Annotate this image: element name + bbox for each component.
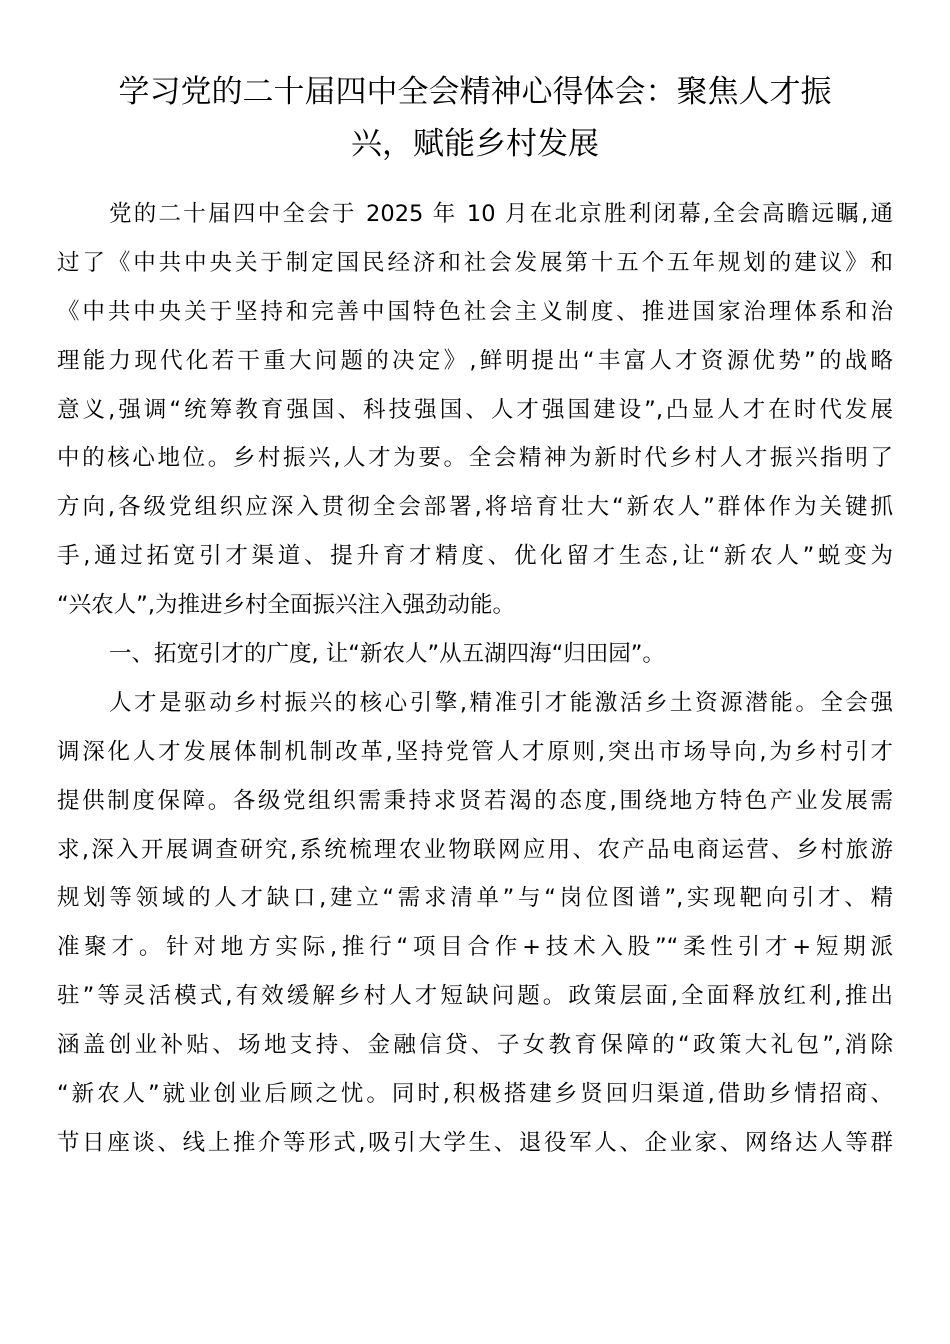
- paragraph-line: “兴农人”,为推进乡村全面振兴注入强劲动能。: [57, 592, 515, 619]
- paragraph-line: 手,通过拓宽引才渠道、提升育才精度、优化留才生态,让“新农人”蜕变为: [57, 543, 893, 570]
- paragraph-line: 人才是驱动乡村振兴的核心引擎,精准引才能激活乡土资源潜能。全会强: [109, 689, 893, 716]
- document-body: [57, 190, 893, 1168]
- title-line-1: 学习党的二十届四中全会精神心得体会：聚焦人才振: [118, 74, 832, 110]
- paragraph-line: 过了《中共中央关于制定国民经济和社会发展第十五个五年规划的建议》和: [57, 249, 893, 276]
- paragraph-line: 提供制度保障。各级党组织需秉持求贤若渴的态度,围绕地方特色产业发展需: [57, 787, 893, 814]
- paragraph-line: 准聚才。针对地方实际,推行“项目合作+技术入股”“柔性引才+短期派: [57, 934, 893, 961]
- paragraph-line: 方向,各级党组织应深入贯彻全会部署,将培育壮大“新农人”群体作为关键抓: [57, 494, 893, 521]
- paragraph-line: 调深化人才发展体制机制改革,坚持党管人才原则,突出市场导向,为乡村引才: [57, 738, 893, 765]
- paragraph-line: 驻”等灵活模式,有效缓解乡村人才短缺问题。政策层面,全面释放红利,推出: [57, 983, 893, 1010]
- paragraph-line: 节日座谈、线上推介等形式,吸引大学生、退役军人、企业家、网络达人等群: [57, 1129, 893, 1156]
- paragraph-line: 党的二十届四中全会于 2025 年 10 月在北京胜利闭幕,全会高瞻远瞩,通: [109, 201, 893, 227]
- paragraph-line: 理能力现代化若干重大问题的决定》,鲜明提出“丰富人才资源优势”的战略: [57, 347, 893, 374]
- paragraph-line: 《中共中央关于坚持和完善中国特色社会主义制度、推进国家治理体系和治: [57, 298, 893, 325]
- paragraph-line: 规划等领域的人才缺口,建立“需求清单”与“岗位图谱”,实现靶向引才、精: [57, 885, 893, 912]
- section-heading-line: 一、拓宽引才的广度, 让“新农人”从五湖四海“归田园”。: [109, 641, 665, 668]
- paragraph-line: “新农人”就业创业后顾之忧。同时,积极搭建乡贤回归渠道,借助乡情招商、: [57, 1081, 893, 1108]
- document-title: [50, 66, 900, 170]
- paragraph-line: 意义,强调“统筹教育强国、科技强国、人才强国建设”,凸显人才在时代发展: [57, 396, 893, 423]
- paragraph-line: 求,深入开展调查研究,系统梳理农业物联网应用、农产品电商运营、乡村旅游: [57, 836, 893, 863]
- paragraph-line: 中的核心地位。乡村振兴,人才为要。全会精神为新时代乡村人才振兴指明了: [57, 445, 893, 472]
- title-line-2: 兴，赋能乡村发展: [351, 126, 599, 162]
- paragraph-line: 涵盖创业补贴、场地支持、金融信贷、子女教育保障的“政策大礼包”,消除: [57, 1032, 893, 1059]
